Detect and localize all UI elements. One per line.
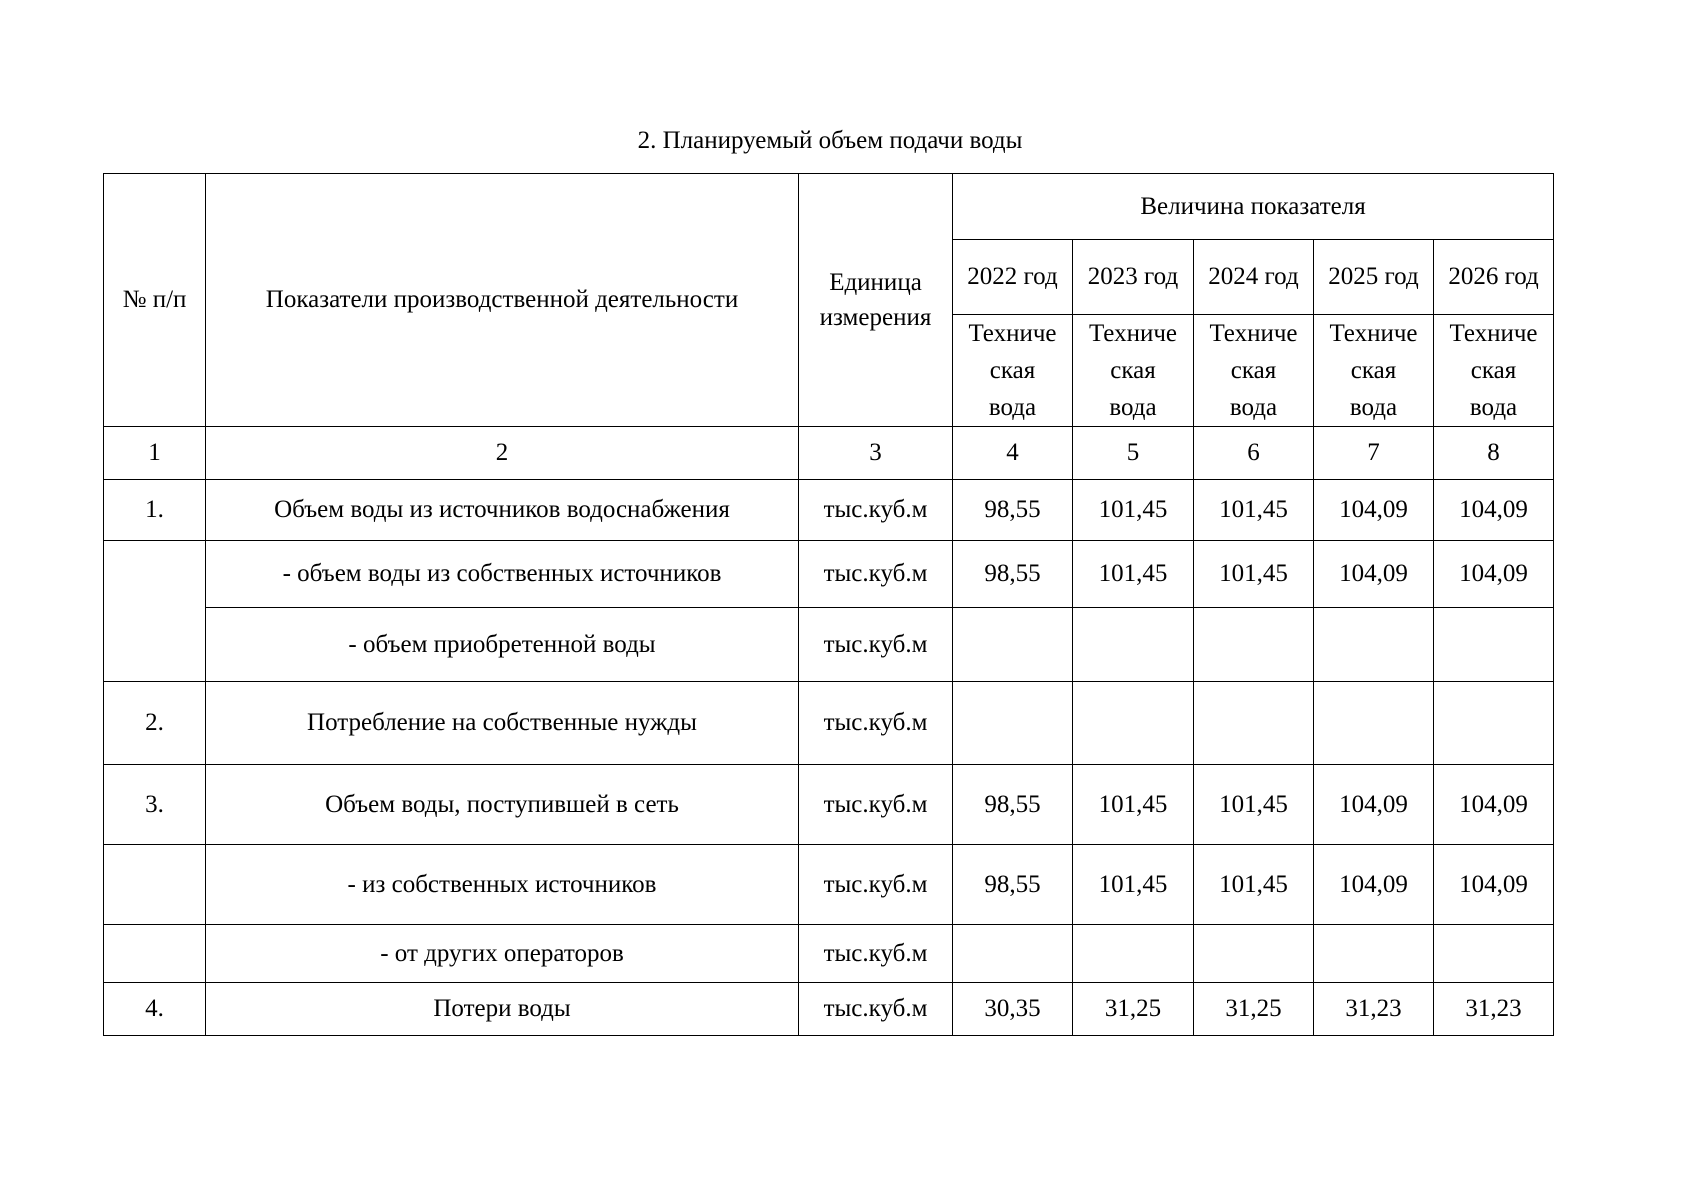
row-value: 104,09 bbox=[1434, 480, 1554, 541]
row-label: Объем воды, поступившей в сеть bbox=[206, 765, 799, 845]
column-number: 4 bbox=[953, 427, 1073, 480]
row-label: Потери воды bbox=[206, 983, 799, 1036]
row-label: Объем воды из источников водоснабжения bbox=[206, 480, 799, 541]
row-unit: тыс.куб.м bbox=[799, 845, 953, 925]
row-number: 4. bbox=[104, 983, 206, 1036]
header-water-type: Техниче ская вода bbox=[1194, 315, 1314, 427]
table-row bbox=[104, 480, 1554, 541]
header-year-2022: 2022 год bbox=[953, 240, 1073, 315]
table-row bbox=[104, 765, 1554, 845]
row-value bbox=[1434, 608, 1554, 682]
header-unit-line1: Единица bbox=[829, 269, 922, 296]
header-year-2025: 2025 год bbox=[1314, 240, 1434, 315]
row-value: 101,45 bbox=[1073, 765, 1194, 845]
row-number: 1. bbox=[104, 480, 206, 541]
row-label: - объем приобретенной воды bbox=[206, 608, 799, 682]
row-value bbox=[953, 925, 1073, 983]
row-value: 101,45 bbox=[1194, 480, 1314, 541]
header-year-2023: 2023 год bbox=[1073, 240, 1194, 315]
row-unit: тыс.куб.м bbox=[799, 682, 953, 765]
header-water-type: Техниче ская вода bbox=[1434, 315, 1554, 427]
header-water-type: Техниче ская вода bbox=[953, 315, 1073, 427]
row-value: 104,09 bbox=[1434, 845, 1554, 925]
table-row bbox=[104, 845, 1554, 925]
row-value bbox=[1314, 925, 1434, 983]
row-unit: тыс.куб.м bbox=[799, 541, 953, 608]
header-num: № п/п bbox=[104, 174, 206, 427]
column-number: 5 bbox=[1073, 427, 1194, 480]
header-year-2026: 2026 год bbox=[1434, 240, 1554, 315]
row-value: 101,45 bbox=[1073, 541, 1194, 608]
row-value bbox=[1194, 682, 1314, 765]
table-row bbox=[104, 983, 1554, 1036]
row-value bbox=[1314, 608, 1434, 682]
row-value: 101,45 bbox=[1194, 541, 1314, 608]
row-label: Потребление на собственные нужды bbox=[206, 682, 799, 765]
row-value bbox=[1434, 682, 1554, 765]
row-value: 104,09 bbox=[1314, 845, 1434, 925]
row-value bbox=[953, 608, 1073, 682]
column-number: 3 bbox=[799, 427, 953, 480]
table-row bbox=[104, 608, 1554, 682]
row-value: 31,25 bbox=[1073, 983, 1194, 1036]
row-value: 101,45 bbox=[1194, 765, 1314, 845]
row-value bbox=[1434, 925, 1554, 983]
row-value bbox=[953, 682, 1073, 765]
row-value: 101,45 bbox=[1073, 845, 1194, 925]
row-value bbox=[1194, 608, 1314, 682]
row-value: 101,45 bbox=[1194, 845, 1314, 925]
row-number: 2. bbox=[104, 682, 206, 765]
row-label: - из собственных источников bbox=[206, 845, 799, 925]
row-value: 30,35 bbox=[953, 983, 1073, 1036]
row-value: 104,09 bbox=[1434, 765, 1554, 845]
row-value bbox=[1194, 925, 1314, 983]
header-unit-line2: измерения bbox=[819, 304, 932, 331]
row-value: 104,09 bbox=[1434, 541, 1554, 608]
row-value: 31,25 bbox=[1194, 983, 1314, 1036]
row-value bbox=[1073, 925, 1194, 983]
row-unit: тыс.куб.м bbox=[799, 925, 953, 983]
row-value: 104,09 bbox=[1314, 541, 1434, 608]
row-unit: тыс.куб.м bbox=[799, 480, 953, 541]
row-unit: тыс.куб.м bbox=[799, 765, 953, 845]
table-row bbox=[104, 925, 1554, 983]
header-water-type: Техниче ская вода bbox=[1073, 315, 1194, 427]
row-number: 3. bbox=[104, 765, 206, 845]
row-value: 104,09 bbox=[1314, 480, 1434, 541]
table-title: 2. Планируемый объем подачи воды bbox=[637, 127, 1023, 154]
header-water-type: Техниче ская вода bbox=[1314, 315, 1434, 427]
row-value: 31,23 bbox=[1434, 983, 1554, 1036]
table-row bbox=[104, 541, 1554, 608]
row-value: 104,09 bbox=[1314, 765, 1434, 845]
row-value bbox=[1073, 682, 1194, 765]
row-value: 98,55 bbox=[953, 541, 1073, 608]
column-number: 1 bbox=[104, 427, 206, 480]
column-number: 2 bbox=[206, 427, 799, 480]
row-label: - объем воды из собственных источников bbox=[206, 541, 799, 608]
row-value bbox=[1314, 682, 1434, 765]
row-value: 98,55 bbox=[953, 480, 1073, 541]
header-year-2024: 2024 год bbox=[1194, 240, 1314, 315]
row-value: 98,55 bbox=[953, 765, 1073, 845]
column-number: 6 bbox=[1194, 427, 1314, 480]
row-unit: тыс.куб.м bbox=[799, 608, 953, 682]
row-value: 101,45 bbox=[1073, 480, 1194, 541]
row-value: 98,55 bbox=[953, 845, 1073, 925]
table-row bbox=[104, 682, 1554, 765]
column-number: 8 bbox=[1434, 427, 1554, 480]
header-indicator: Показатели производственной деятельности bbox=[206, 174, 799, 427]
header-value-group: Величина показателя bbox=[953, 174, 1554, 240]
row-number bbox=[104, 541, 206, 682]
water-supply-table bbox=[103, 173, 1554, 1036]
header-unit bbox=[799, 174, 953, 427]
row-value: 31,23 bbox=[1314, 983, 1434, 1036]
column-number-row bbox=[104, 427, 1554, 480]
row-number bbox=[104, 845, 206, 925]
row-label: - от других операторов bbox=[206, 925, 799, 983]
row-number bbox=[104, 925, 206, 983]
row-unit: тыс.куб.м bbox=[799, 983, 953, 1036]
row-value bbox=[1073, 608, 1194, 682]
column-number: 7 bbox=[1314, 427, 1434, 480]
